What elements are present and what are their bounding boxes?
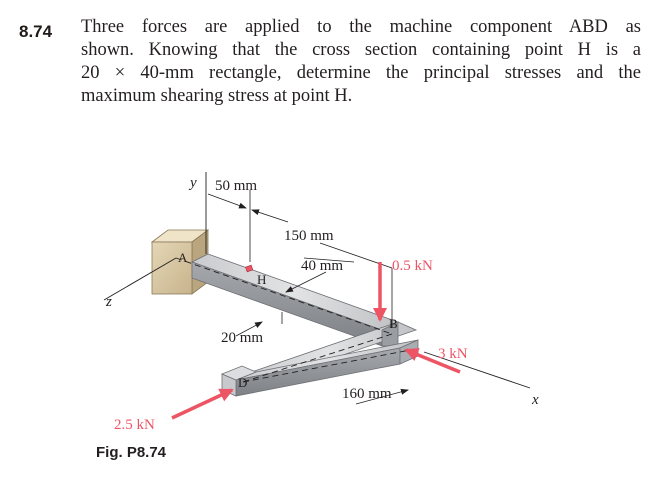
dim-40mm: 40 mm: [301, 258, 344, 274]
force-05kN-label: 0.5 kN: [392, 258, 433, 274]
force-25kN-label: 2.5 kN: [114, 417, 155, 433]
axis-x-label: x: [532, 392, 539, 408]
axis-y-label: y: [190, 175, 197, 191]
point-A-label: A: [178, 250, 188, 265]
force-3kN-label: 3 kN: [438, 346, 468, 362]
problem-line-2: shown. Knowing that the cross section containing point H is a: [81, 40, 641, 60]
point-D-label: D: [238, 375, 248, 390]
problem-number: 8.74: [19, 22, 53, 41]
dim-160mm: 160 mm: [342, 386, 392, 402]
force-25kN-arrow: [172, 390, 232, 418]
problem-line-4: maximum shearing stress at point H.: [81, 86, 353, 106]
problem-line-3: 20 × 40-mm rectangle, determine the principal stresses and the: [81, 63, 641, 83]
dim-20mm: 20 mm: [221, 330, 264, 346]
point-B-label: B: [389, 316, 398, 331]
dim-150mm: 150 mm: [284, 228, 334, 244]
figure-caption: Fig. P8.74: [96, 444, 167, 461]
problem-line-1: Three forces are applied to the machine component ABD as: [81, 17, 641, 37]
dim-50mm: 50 mm: [215, 178, 258, 194]
point-H-label: H: [257, 272, 267, 287]
axis-z-label: z: [106, 294, 112, 310]
